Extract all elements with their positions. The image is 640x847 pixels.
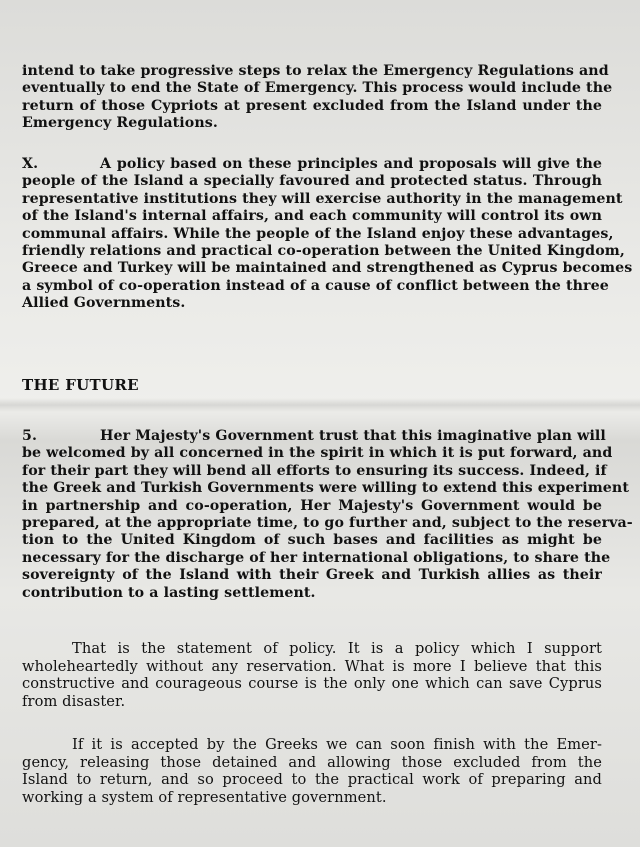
text-line: the Greek and Turkish Governments were willing to extend this experiment: [22, 480, 630, 497]
text-line: tion to the United Kingdom of such bases and facilities as might be: [22, 532, 602, 549]
text-line: Island to return, and so proceed to the practical work of preparing and: [22, 771, 602, 789]
text-line: of the Island's internal affairs, and each community will control its own: [22, 208, 602, 225]
text-line: Greece and Turkey will be maintained and strengthened as Cyprus becomes: [22, 260, 633, 277]
text-line: If it is accepted by the Greeks we can soon finish with the Emer-: [72, 736, 602, 753]
text-line: That is the statement of policy. It is a policy which I support: [72, 640, 602, 657]
text-line: contribution to a lasting settlement.: [22, 584, 316, 601]
text-line: Allied Governments.: [22, 295, 186, 312]
text-line: intend to take progressive steps to relax the Emergency Regulations and: [22, 63, 609, 79]
text-line: A policy based on these principles and proposals will give the: [100, 156, 602, 172]
text-line: representative institutions they will exercise authority in the management: [22, 190, 623, 207]
text-line: a symbol of co-operation instead of a cause of conflict between the three: [22, 277, 609, 294]
paragraph-acceptance: [22, 736, 602, 806]
text-line: Emergency Regulations.: [22, 115, 218, 132]
text-line: eventually to end the State of Emergency. This process would include the: [22, 80, 613, 97]
text-line: wholeheartedly without any reservation. What is more I believe that this: [22, 657, 602, 675]
paragraph-number: X.: [22, 156, 39, 172]
paragraph-number: 5.: [22, 428, 38, 444]
text-line: constructive and courageous course is the only one which can save Cyprus: [22, 675, 602, 693]
text-line: communal affairs. While the people of the Island enjoy these advantages,: [22, 225, 614, 242]
text-line: sovereignty of the Island with their Greek and Turkish allies as their: [22, 567, 602, 584]
paragraph-emergency-regulations: [22, 63, 613, 133]
text-line: gency, releasing those detained and allowing those excluded from the: [22, 753, 602, 771]
paper-fold-crease: [0, 398, 640, 412]
text-line: from disaster.: [22, 692, 126, 710]
text-line: friendly relations and practical co-operation between the United Kingdom,: [22, 243, 625, 260]
text-line: return of those Cypriots at present excluded from the Island under the: [22, 97, 602, 114]
paragraph-x-policy: [22, 156, 633, 313]
text-line: Her Majesty's Government trust that this imaginative plan will: [100, 428, 606, 444]
text-line: for their part they will bend all efforts to ensuring its success. Indeed, if: [22, 462, 607, 479]
text-line: people of the Island a specially favoured and protected status. Through: [22, 173, 602, 190]
text-line: in partnership and co-operation, Her Majesty's Government would be: [22, 497, 602, 514]
paragraph-5-future: [22, 428, 633, 602]
text-line: necessary for the discharge of her international obligations, to share the: [22, 549, 611, 566]
text-line: be welcomed by all concerned in the spirit in which it is put forward, and: [22, 445, 613, 462]
section-heading: THE FUTURE: [22, 376, 139, 394]
text-line: working a system of representative government.: [22, 788, 387, 806]
text-line: prepared, at the appropriate time, to go further and, subject to the reserva-: [22, 515, 633, 532]
paragraph-statement-of-policy: [22, 640, 602, 710]
